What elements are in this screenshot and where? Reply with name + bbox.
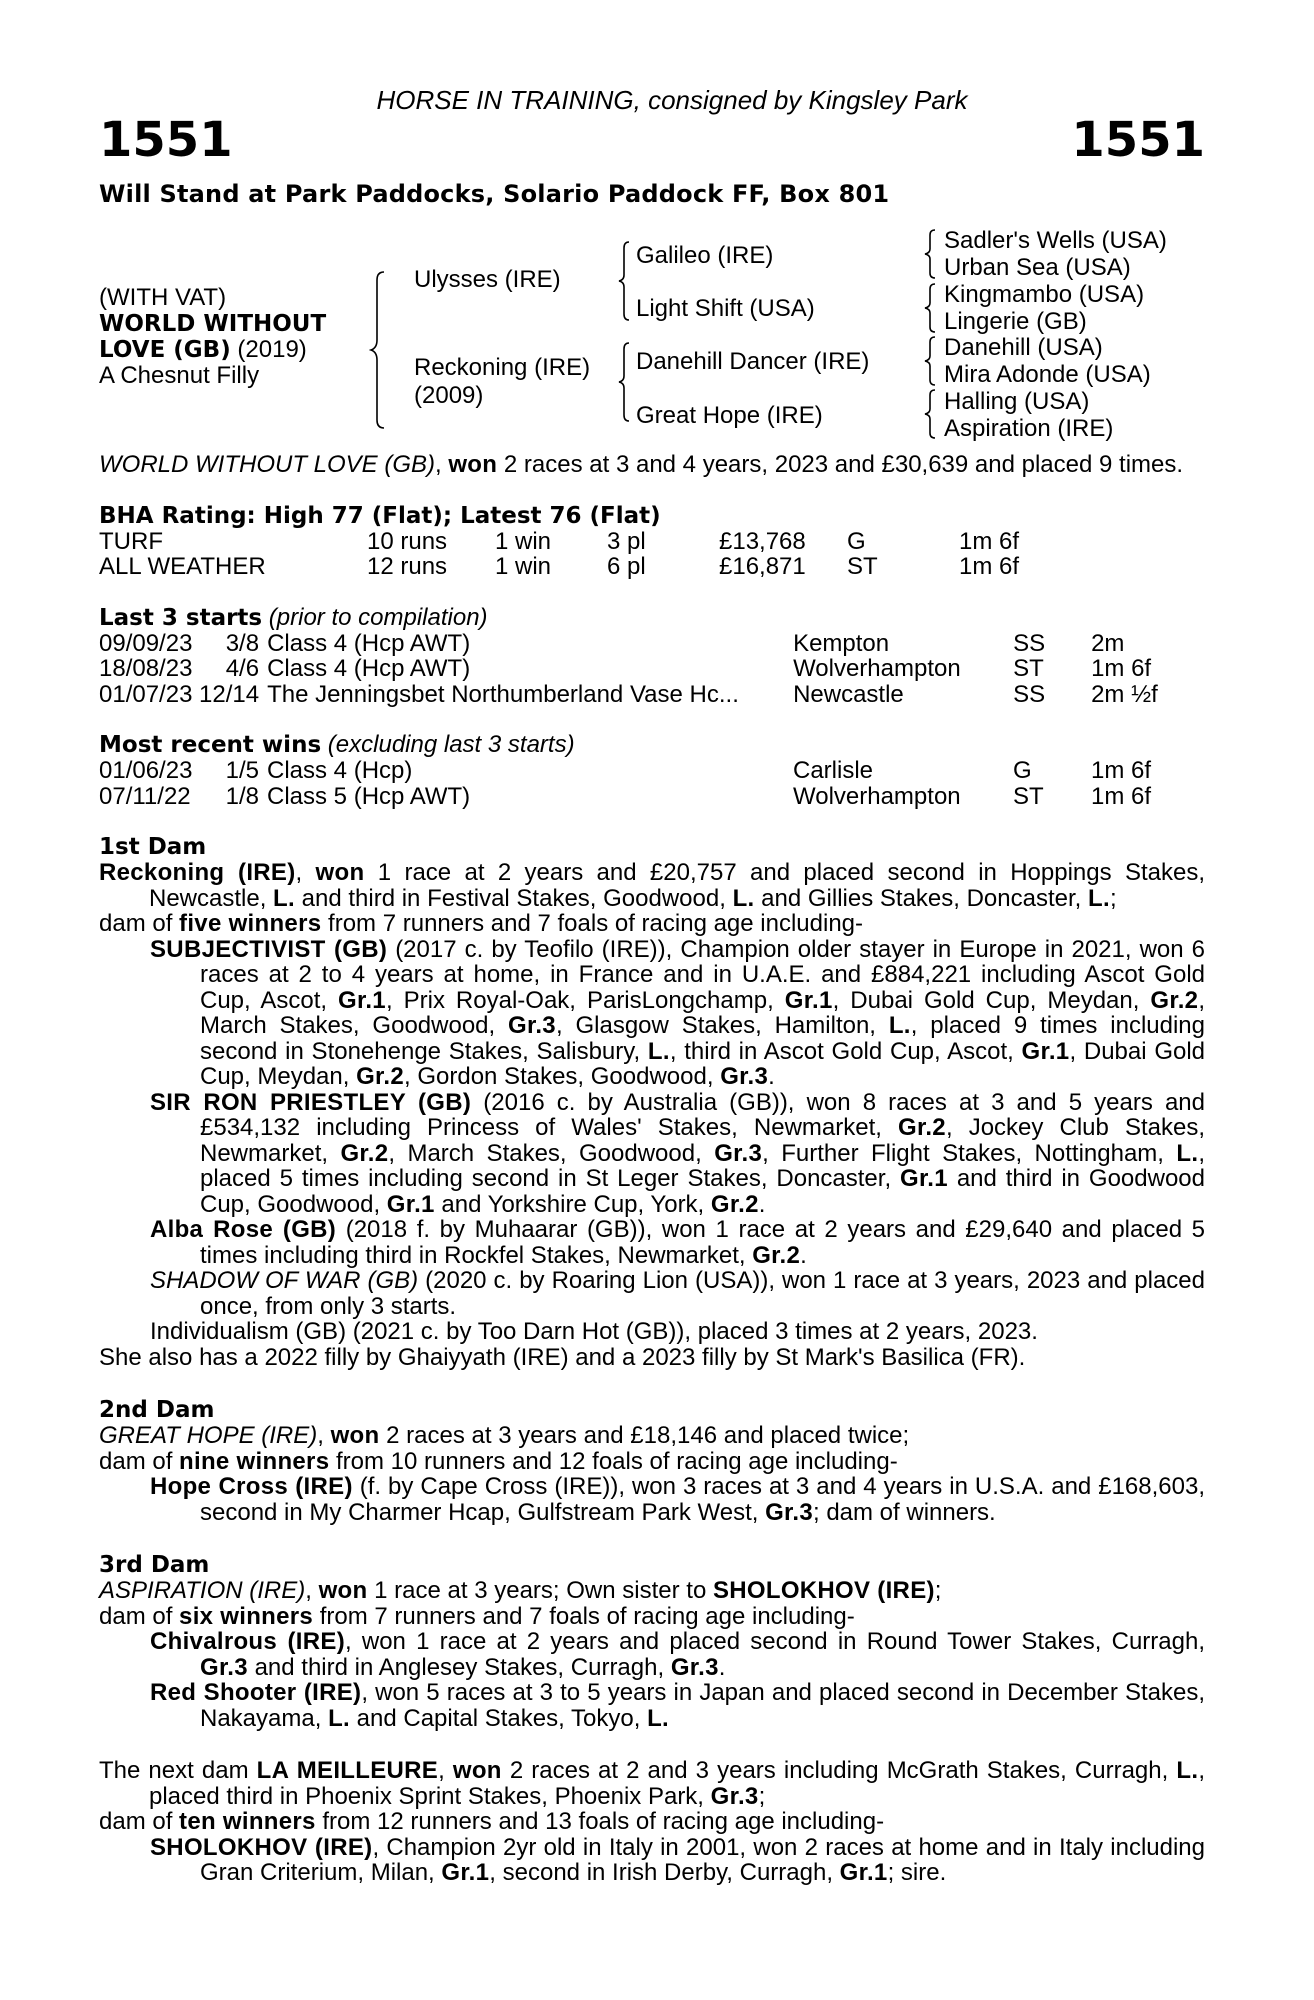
rating-runs: 10 runs [367, 527, 448, 555]
pedigree-gg1: Sadler's Wells (USA) [944, 227, 1167, 254]
race-date: 01/07/23 [99, 680, 193, 708]
race-date: 18/08/23 [99, 655, 193, 682]
race-course: Kempton [793, 629, 890, 657]
pedigree-gg3: Kingmambo (USA) [944, 281, 1145, 308]
race-course: Wolverhampton [793, 782, 961, 810]
table-row [99, 682, 1191, 708]
race-name: Class 4 (Hcp AWT) [267, 655, 471, 682]
won-label: won [330, 1422, 380, 1449]
first-dam-heading: 1st Dam [99, 834, 207, 860]
text: , Gordon Stakes, Goodwood, [404, 1063, 721, 1090]
progeny-subjectivist [99, 937, 1205, 1090]
text: 2 races at 2 and 3 years including McGrath Stakes, Curragh, [501, 1757, 1177, 1784]
second-dam-record: GREAT HOPE (IRE), won 2 races at 3 years and £18,146 and placed twice; [99, 1422, 910, 1449]
text: , placed 5 times including second in St Leger Stakes, Doncaster, [200, 1139, 1205, 1192]
last3-table [99, 631, 1191, 708]
grade: L. [1176, 1757, 1199, 1784]
won-label: won [452, 1757, 502, 1784]
text: from 7 runners and 7 foals of racing age including- [313, 1602, 855, 1630]
text: ; [934, 1577, 942, 1604]
race-course: Newcastle [793, 680, 904, 708]
text: , Jockey Club Stakes, Newmarket, [200, 1114, 1206, 1167]
pedigree-gg7: Halling (USA) [944, 388, 1090, 415]
rating-runs: 12 runs [367, 553, 448, 580]
grade: Gr.2 [752, 1241, 801, 1269]
brace-7 [923, 388, 939, 440]
last3-heading [99, 605, 1205, 631]
progeny-name: SHADOW OF WAR (GB) [150, 1267, 419, 1294]
race-course: Wolverhampton [793, 655, 961, 682]
race-date: 07/11/22 [99, 782, 191, 810]
text: ; [758, 1782, 766, 1810]
grade: Gr.3 [710, 1782, 759, 1810]
text: , won 5 races at 3 to 5 years in Japan and placed second in December Stakes, Nakayama, [200, 1679, 1206, 1732]
grade: L. [647, 1704, 669, 1732]
grade: Gr.2 [340, 1139, 389, 1167]
text: , third in Ascot Gold Cup, Ascot, [669, 1037, 1022, 1065]
race-going: SS [1013, 629, 1046, 657]
third-dam-produce [99, 1604, 1205, 1630]
race-going: G [1013, 757, 1032, 784]
rating-table [99, 529, 1079, 580]
grade: Gr.3 [720, 1063, 769, 1090]
catalogue-page [99, 80, 1205, 1886]
pedigree-sire-sire: Galileo (IRE) [636, 242, 774, 269]
text: ; [1109, 884, 1117, 912]
grade: L. [647, 1037, 670, 1065]
text: and Gillies Stakes, Doncaster, [754, 884, 1088, 912]
progeny-red-shooter [99, 1680, 1205, 1731]
race-going: ST [1013, 782, 1044, 810]
text: and third in Anglesey Stakes, Curragh, [247, 1653, 671, 1681]
text: , Further Flight Stakes, Nottingham, [762, 1139, 1177, 1167]
pedigree-dam-sire: Danehill Dancer (IRE) [636, 348, 870, 375]
grade: L. [1088, 884, 1110, 912]
recent-wins-note: (excluding last 3 starts) [321, 731, 575, 758]
text: , Glasgow Stakes, Hamilton, [555, 1012, 889, 1039]
winners-count: five winners [179, 910, 322, 937]
grade: L. [273, 884, 295, 912]
text: . [758, 1190, 766, 1218]
pedigree-gg4: Lingerie (GB) [944, 308, 1087, 335]
progeny-name: Chivalrous (IRE) [150, 1628, 346, 1655]
race-distance: 2m ½f [1091, 680, 1158, 708]
text: and Capital Stakes, Tokyo, [350, 1704, 648, 1732]
table-row [99, 758, 1191, 784]
grade: Gr.3 [765, 1498, 813, 1526]
text: 2 races at 3 years and £18,146 and placed twice; [379, 1422, 910, 1449]
winners-count: ten winners [179, 1808, 316, 1835]
text: , Champion 2yr old in Italy in 2001, won 2 races at home and in Italy including Gran Criterium, Milan, [200, 1833, 1206, 1886]
progeny-name: SHOLOKHOV (IRE) [150, 1833, 373, 1861]
race-name: Class 5 (Hcp AWT) [267, 782, 471, 810]
race-position: 12/14 [199, 680, 260, 708]
won-label: won [318, 1577, 368, 1604]
grade: Gr.2 [356, 1063, 404, 1090]
consignment-header: HORSE IN TRAINING, consigned by Kingsley Park [376, 85, 968, 115]
pedigree-dam: Reckoning (IRE) [414, 354, 591, 381]
progeny-shadow-of-war [99, 1268, 1205, 1319]
race-distance: 2m [1091, 629, 1125, 657]
table-row [99, 656, 1191, 682]
second-dam-heading: 2nd Dam [99, 1397, 215, 1423]
pedigree-gg2: Urban Sea (USA) [944, 254, 1131, 281]
grade: Gr.1 [900, 1165, 948, 1192]
recent-wins-heading [99, 732, 1205, 758]
progeny-alba-rose [99, 1217, 1205, 1268]
dam-name: ASPIRATION (IRE) [99, 1577, 306, 1604]
progeny-sholokhov [99, 1835, 1205, 1886]
race-going: ST [1013, 655, 1044, 682]
last3-note: (prior to compilation) [262, 603, 488, 631]
progeny-sir-ron-priestley [99, 1090, 1205, 1218]
recent-wins-table [99, 758, 1191, 809]
grade: Gr.1 [784, 986, 833, 1014]
text: . [800, 1241, 807, 1269]
rating-distance: 1m 6f [959, 553, 1020, 580]
next-dam-record [99, 1758, 1205, 1809]
lot-number-row [99, 112, 1205, 178]
race-position: 3/8 [225, 629, 260, 657]
text: and third in Goodwood Cup, Goodwood, [200, 1165, 1206, 1218]
text: , March Stakes, Goodwood, [388, 1139, 715, 1167]
text: from 7 runners and 7 foals of racing age including- [321, 910, 864, 937]
pedigree-gg5: Danehill (USA) [944, 334, 1103, 361]
brace-5 [923, 282, 939, 334]
text: ; dam of winners. [812, 1498, 996, 1526]
text: , won 1 race at 2 years and placed second in Round Tower Stakes, Curragh, [345, 1628, 1205, 1655]
summary-won: won [448, 451, 498, 478]
brace-6 [923, 335, 939, 387]
pedigree-gg8: Aspiration (IRE) [944, 415, 1114, 442]
first-dam-produce [99, 911, 1205, 937]
text: from 12 runners and 13 foals of racing age including- [315, 1808, 885, 1835]
next-dam-produce [99, 1809, 1205, 1835]
text: The next dam [99, 1757, 257, 1784]
horse-name-line2 [99, 336, 307, 364]
sister-name: SHOLOKHOV (IRE) [712, 1577, 935, 1604]
text: . [768, 1063, 775, 1090]
grade: Gr.1 [1021, 1037, 1070, 1065]
rating-wins: 1 win [495, 553, 552, 580]
progeny-name: Red Shooter (IRE) [150, 1679, 362, 1706]
first-dam-record: Reckoning (IRE), won 1 race at 2 years and £20,757 and placed second in Hoppings Stakes, Newcastle, L. and third in Festival Stakes, Goodwood, L. and Gillies Stakes, Doncaster, L.; [99, 859, 1205, 912]
race-name: Class 4 (Hcp) [267, 757, 413, 784]
summary-text: 2 races at 3 and 4 years, 2023 and £30,639 and placed 9 times. [497, 451, 1184, 478]
race-date: 09/09/23 [99, 629, 193, 657]
rating-places: 6 pl [607, 553, 646, 580]
second-dam-produce [99, 1449, 1205, 1475]
table-row [99, 784, 1191, 810]
rating-wins: 1 win [495, 527, 552, 555]
text: 1 race at 3 years; Own sister to [367, 1577, 713, 1604]
horse-year: (2019) [230, 336, 307, 363]
progeny-name: Hope Cross (IRE) [150, 1473, 353, 1500]
race-date: 01/06/23 [99, 757, 193, 784]
progeny-chivalrous [99, 1629, 1205, 1680]
race-distance: 1m 6f [1091, 782, 1152, 810]
pedigree-gg6: Mira Adonde (USA) [944, 361, 1151, 388]
grade: Gr.1 [386, 1190, 435, 1218]
text: and third in Festival Stakes, Goodwood, [294, 884, 733, 912]
text: and Yorkshire Cup, York, [434, 1190, 711, 1218]
race-going: SS [1013, 680, 1046, 708]
won-label: won [315, 859, 365, 886]
grade: Gr.2 [710, 1190, 759, 1218]
horse-name-bold: LOVE (GB) [99, 337, 231, 363]
first-dam-also: She also has a 2022 filly by Ghaiyyath (IRE) and a 2023 filly by St Mark's Basilica (FR). [99, 1343, 1026, 1371]
summary-horse-name: WORLD WITHOUT LOVE (GB) [99, 451, 435, 478]
text: . [718, 1653, 726, 1681]
vat-note: (WITH VAT) [99, 284, 227, 311]
progeny-name: SUBJECTIVIST (GB) [150, 935, 388, 963]
rating-going: ST [847, 553, 878, 580]
text: 1 race at 2 years and £20,757 and placed second in Hoppings Stakes, Newcastle, [149, 859, 1205, 912]
rating-earnings: £13,768 [719, 527, 806, 555]
rating-surface: TURF [99, 527, 163, 555]
brace-1 [369, 270, 389, 430]
text: dam of [99, 1602, 180, 1630]
text: (2017 c. by Teofilo (IRE)), Champion older stayer in Europe in 2021, won 6 races at 2 to 4 years at home, in France and in U.A.E. and £884,221 including Ascot Gold Cup, Ascot, [200, 935, 1205, 1014]
table-row [99, 554, 1079, 580]
grade: L. [732, 884, 755, 912]
grade: Gr.3 [508, 1012, 556, 1039]
race-name: Class 4 (Hcp AWT) [267, 629, 471, 657]
pedigree-sire-dam: Light Shift (USA) [636, 295, 815, 322]
grade: Gr.3 [714, 1139, 763, 1167]
text: , second in Irish Derby, Curragh, [489, 1859, 840, 1886]
last3-title: Last 3 starts [99, 604, 263, 631]
grade: Gr.1 [839, 1859, 888, 1886]
text: , placed third in Phoenix Sprint Stakes, Phoenix Park, [149, 1757, 1205, 1810]
race-course: Carlisle [793, 757, 874, 784]
pedigree-table [99, 208, 1205, 442]
text: , March Stakes, Goodwood, [200, 986, 1205, 1039]
race-position: 1/8 [225, 782, 259, 810]
text: (2016 c. by Australia (GB)), won 8 races at 3 and 5 years and £534,132 including Princess of Wales' Stakes, Newmarket, [200, 1088, 1205, 1141]
horse-description: A Chesnut Filly [99, 362, 260, 389]
table-row [99, 631, 1191, 657]
progeny-individualism: Individualism (GB) (2021 c. by Too Darn Hot (GB)), placed 3 times at 2 years, 2023. [150, 1318, 1038, 1345]
text: dam of [99, 1447, 180, 1475]
progeny-name: Alba Rose (GB) [150, 1216, 337, 1243]
race-name: The Jenningsbet Northumberland Vase Hc... [267, 680, 739, 708]
grade: L. [888, 1012, 911, 1039]
grade: Gr.2 [1150, 986, 1199, 1014]
grade: Gr.3 [200, 1653, 248, 1681]
text: , placed 9 times including second in Stonehenge Stakes, Salisbury, [200, 1012, 1205, 1065]
winners-count: nine winners [179, 1447, 330, 1475]
rating-distance: 1m 6f [959, 527, 1020, 555]
dam-name: Reckoning (IRE) [99, 859, 296, 886]
table-row [99, 529, 1079, 555]
winners-count: six winners [179, 1602, 314, 1630]
lot-number-left: 1551 [99, 112, 233, 168]
race-summary: WORLD WITHOUT LOVE (GB), won 2 races at 3 and 4 years, 2023 and £30,639 and placed 9 times. [99, 451, 1184, 478]
text: (2018 f. by Muhaarar (GB)), won 1 race at 2 years and £29,640 and placed 5 times including third in Rockfel Stakes, Newmarket, [200, 1216, 1206, 1269]
rating-going: G [847, 527, 866, 555]
progeny-name: SIR RON PRIESTLEY (GB) [150, 1088, 472, 1116]
rating-earnings: £16,871 [719, 553, 806, 580]
text: , Prix Royal-Oak, ParisLongchamp, [385, 986, 785, 1014]
grade: L. [328, 1704, 350, 1732]
rating-surface: ALL WEATHER [99, 553, 266, 580]
text: dam of [99, 1808, 180, 1835]
grade: Gr.1 [338, 986, 386, 1014]
pedigree-sire: Ulysses (IRE) [414, 266, 561, 293]
race-distance: 1m 6f [1091, 757, 1152, 784]
grade: Gr.1 [441, 1859, 490, 1886]
stand-location: Will Stand at Park Paddocks, Solario Paddock FF, Box 801 [99, 180, 890, 208]
recent-wins-title: Most recent wins [99, 732, 322, 758]
rating-places: 3 pl [607, 527, 646, 555]
race-position: 4/6 [225, 655, 260, 682]
horse-name-line1: WORLD WITHOUT [99, 311, 327, 337]
text: from 10 runners and 12 foals of racing age including- [329, 1447, 898, 1475]
brace-4 [923, 228, 939, 280]
grade: Gr.3 [670, 1653, 719, 1681]
brace-3 [617, 341, 633, 423]
text: , Dubai Gold Cup, Meydan, [200, 1037, 1206, 1090]
text: (f. by Cape Cross (IRE)), won 3 races at 3 and 4 years in U.S.A. and £168,603, second in My Charmer Hcap, Gulfstream Park West, [200, 1473, 1206, 1526]
grade: L. [1176, 1139, 1199, 1167]
pedigree-dam-dam: Great Hope (IRE) [636, 402, 823, 429]
pedigree-dam-year: (2009) [414, 382, 484, 409]
grade: Gr.2 [898, 1114, 946, 1141]
dam-name: LA MEILLEURE [256, 1757, 439, 1784]
brace-2 [617, 240, 633, 322]
third-dam-record: ASPIRATION (IRE), won 1 race at 3 years; Own sister to SHOLOKHOV (IRE); [99, 1577, 942, 1604]
text: ; sire. [887, 1859, 947, 1886]
text: , [438, 1757, 453, 1784]
third-dam-heading: 3rd Dam [99, 1552, 210, 1578]
text: (2020 c. by Roaring Lion (USA)), won 1 race at 3 years, 2023 and placed once, from only 3 starts. [200, 1267, 1205, 1320]
lot-number-right: 1551 [1071, 112, 1205, 168]
text: , Dubai Gold Cup, Meydan, [832, 986, 1151, 1014]
progeny-hope-cross [99, 1474, 1205, 1525]
dam-name: GREAT HOPE (IRE) [99, 1422, 318, 1449]
text: dam of [99, 910, 180, 937]
race-distance: 1m 6f [1091, 655, 1152, 682]
race-position: 1/5 [225, 757, 259, 784]
bha-rating-heading: BHA Rating: High 77 (Flat); Latest 76 (Flat) [99, 502, 661, 529]
